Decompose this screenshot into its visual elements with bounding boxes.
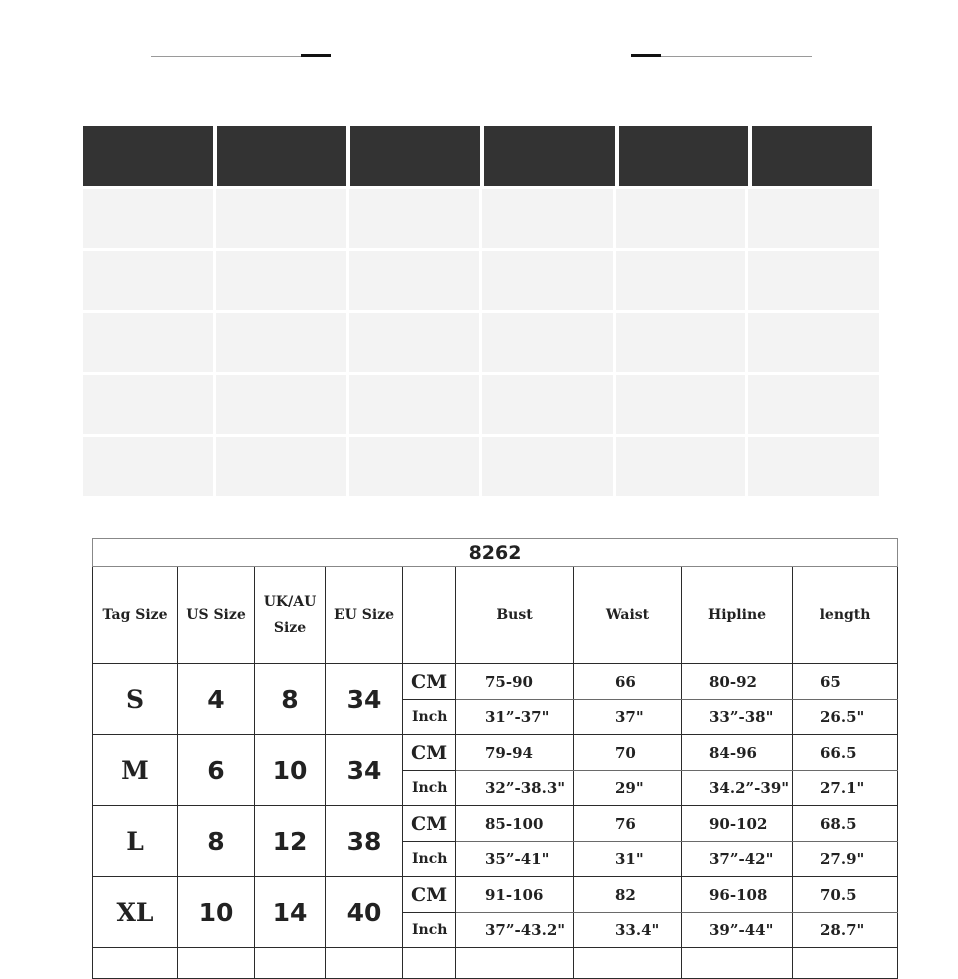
hipline-cm-cell: 90-102 (682, 806, 793, 842)
bust-cm-cell: 85-100 (456, 806, 574, 842)
blank-header-cell (217, 126, 346, 186)
eu-size-cell: 34 (326, 735, 403, 806)
hipline-inch-cell: 37”-42" (682, 842, 793, 877)
blank-cell (349, 189, 479, 248)
length-cm-cell: 70.5 (793, 877, 898, 913)
title-rule-left (151, 56, 301, 57)
blank-cell (616, 189, 745, 248)
length-inch-cell: 27.1" (793, 771, 898, 806)
bust-header: Bust (456, 567, 574, 664)
hipline-header: Hipline (682, 567, 793, 664)
blank-cell (748, 251, 879, 310)
unit-cm-cell: CM (403, 735, 456, 771)
waist-cm-cell: 70 (574, 735, 682, 771)
blank-grid-row (83, 375, 879, 434)
tag-size-cell: S (93, 664, 178, 735)
hipline-inch-cell: 33”-38" (682, 700, 793, 735)
blank-cell (482, 313, 613, 372)
hipline-cm-cell: 84-96 (682, 735, 793, 771)
cut-off-cell (793, 948, 898, 979)
blank-cell (616, 375, 745, 434)
uk-au-header-line1: UK/AU (263, 594, 317, 610)
blank-cell (216, 437, 346, 496)
length-cm-cell: 65 (793, 664, 898, 700)
size-rows (93, 664, 898, 979)
waist-inch-cell: 33.4" (574, 913, 682, 948)
unit-inch-cell: Inch (403, 771, 456, 806)
uk-au-size-cell: 12 (255, 806, 326, 877)
cut-off-cell (326, 948, 403, 979)
waist-inch-cell: 37" (574, 700, 682, 735)
title-rule-left-accent (301, 54, 331, 57)
uk-au-size-header (255, 567, 326, 664)
blank-cell (482, 375, 613, 434)
blank-cell (216, 375, 346, 434)
bust-inch-cell: 37”-43.2" (456, 913, 574, 948)
uk-au-size-cell: 10 (255, 735, 326, 806)
bust-cm-cell: 91-106 (456, 877, 574, 913)
blank-cell (616, 313, 745, 372)
size-row-cm (93, 735, 898, 771)
tag-size-cell: L (93, 806, 178, 877)
blank-cell (482, 437, 613, 496)
blank-cell (83, 437, 213, 496)
size-row-cm (93, 877, 898, 913)
unit-cm-cell: CM (403, 664, 456, 700)
unit-cm-cell: CM (403, 806, 456, 842)
blank-cell (83, 251, 213, 310)
blank-header-cell (83, 126, 213, 186)
cut-off-cell (178, 948, 255, 979)
hipline-cm-cell: 80-92 (682, 664, 793, 700)
cut-off-cell (93, 948, 178, 979)
length-cm-cell: 66.5 (793, 735, 898, 771)
title-rule-right-accent (631, 54, 661, 57)
blank-header-cell (484, 126, 615, 186)
blank-header-cell (350, 126, 480, 186)
size-chart-table (92, 538, 898, 979)
hipline-inch-cell: 34.2”-39" (682, 771, 793, 806)
eu-size-header: EU Size (326, 567, 403, 664)
eu-size-cell: 38 (326, 806, 403, 877)
blank-cell (349, 313, 479, 372)
unit-header (403, 567, 456, 664)
blank-cell (83, 375, 213, 434)
us-size-header: US Size (178, 567, 255, 664)
blank-cell (216, 313, 346, 372)
uk-au-size-cell: 14 (255, 877, 326, 948)
waist-cm-cell: 76 (574, 806, 682, 842)
cut-off-cell (574, 948, 682, 979)
size-row-cm (93, 664, 898, 700)
length-inch-cell: 28.7" (793, 913, 898, 948)
waist-inch-cell: 29" (574, 771, 682, 806)
unit-cm-cell: CM (403, 877, 456, 913)
length-cm-cell: 68.5 (793, 806, 898, 842)
unit-inch-cell: Inch (403, 700, 456, 735)
blank-grid-row (83, 251, 879, 310)
waist-cm-cell: 66 (574, 664, 682, 700)
cut-off-cell (682, 948, 793, 979)
tag-size-cell: XL (93, 877, 178, 948)
blank-cell (216, 251, 346, 310)
us-size-cell: 4 (178, 664, 255, 735)
us-size-cell: 10 (178, 877, 255, 948)
waist-cm-cell: 82 (574, 877, 682, 913)
header-row (93, 567, 898, 664)
us-size-cell: 6 (178, 735, 255, 806)
hipline-cm-cell: 96-108 (682, 877, 793, 913)
unit-inch-cell: Inch (403, 842, 456, 877)
blank-header-cell (752, 126, 872, 186)
length-inch-cell: 26.5" (793, 700, 898, 735)
bust-inch-cell: 32”-38.3" (456, 771, 574, 806)
blank-cell (748, 189, 879, 248)
blank-cell (349, 437, 479, 496)
bust-inch-cell: 35”-41" (456, 842, 574, 877)
blank-cell (83, 313, 213, 372)
waist-inch-cell: 31" (574, 842, 682, 877)
us-size-cell: 8 (178, 806, 255, 877)
uk-au-size-cell: 8 (255, 664, 326, 735)
blank-cell (216, 189, 346, 248)
blank-cell (748, 313, 879, 372)
blank-cell (349, 375, 479, 434)
blank-header-cell (619, 126, 748, 186)
eu-size-cell: 34 (326, 664, 403, 735)
blank-cell (482, 251, 613, 310)
bust-cm-cell: 79-94 (456, 735, 574, 771)
hipline-inch-cell: 39”-44" (682, 913, 793, 948)
blank-cell (482, 189, 613, 248)
blank-cell (748, 375, 879, 434)
bust-cm-cell: 75-90 (456, 664, 574, 700)
size-row-cm (93, 806, 898, 842)
blank-cell (83, 189, 213, 248)
blank-cell (616, 251, 745, 310)
tag-size-header: Tag Size (93, 567, 178, 664)
size-row-cut-off (93, 948, 898, 979)
eu-size-cell: 40 (326, 877, 403, 948)
style-code-title: 8262 (93, 539, 898, 567)
uk-au-header-line2: Size (273, 620, 307, 636)
blank-grid-row (83, 437, 879, 496)
cut-off-cell (255, 948, 326, 979)
unit-inch-cell: Inch (403, 913, 456, 948)
waist-header: Waist (574, 567, 682, 664)
blank-grid-header (83, 126, 879, 186)
blank-cell (349, 251, 479, 310)
cut-off-cell (403, 948, 456, 979)
blank-grid-row (83, 189, 879, 248)
cut-off-cell (456, 948, 574, 979)
blank-grid-row (83, 313, 879, 372)
tag-size-cell: M (93, 735, 178, 806)
length-header: length (793, 567, 898, 664)
title-rule-right (661, 56, 812, 57)
blank-cell (616, 437, 745, 496)
blank-size-grid (83, 126, 879, 496)
blank-cell (748, 437, 879, 496)
length-inch-cell: 27.9" (793, 842, 898, 877)
bust-inch-cell: 31”-37" (456, 700, 574, 735)
